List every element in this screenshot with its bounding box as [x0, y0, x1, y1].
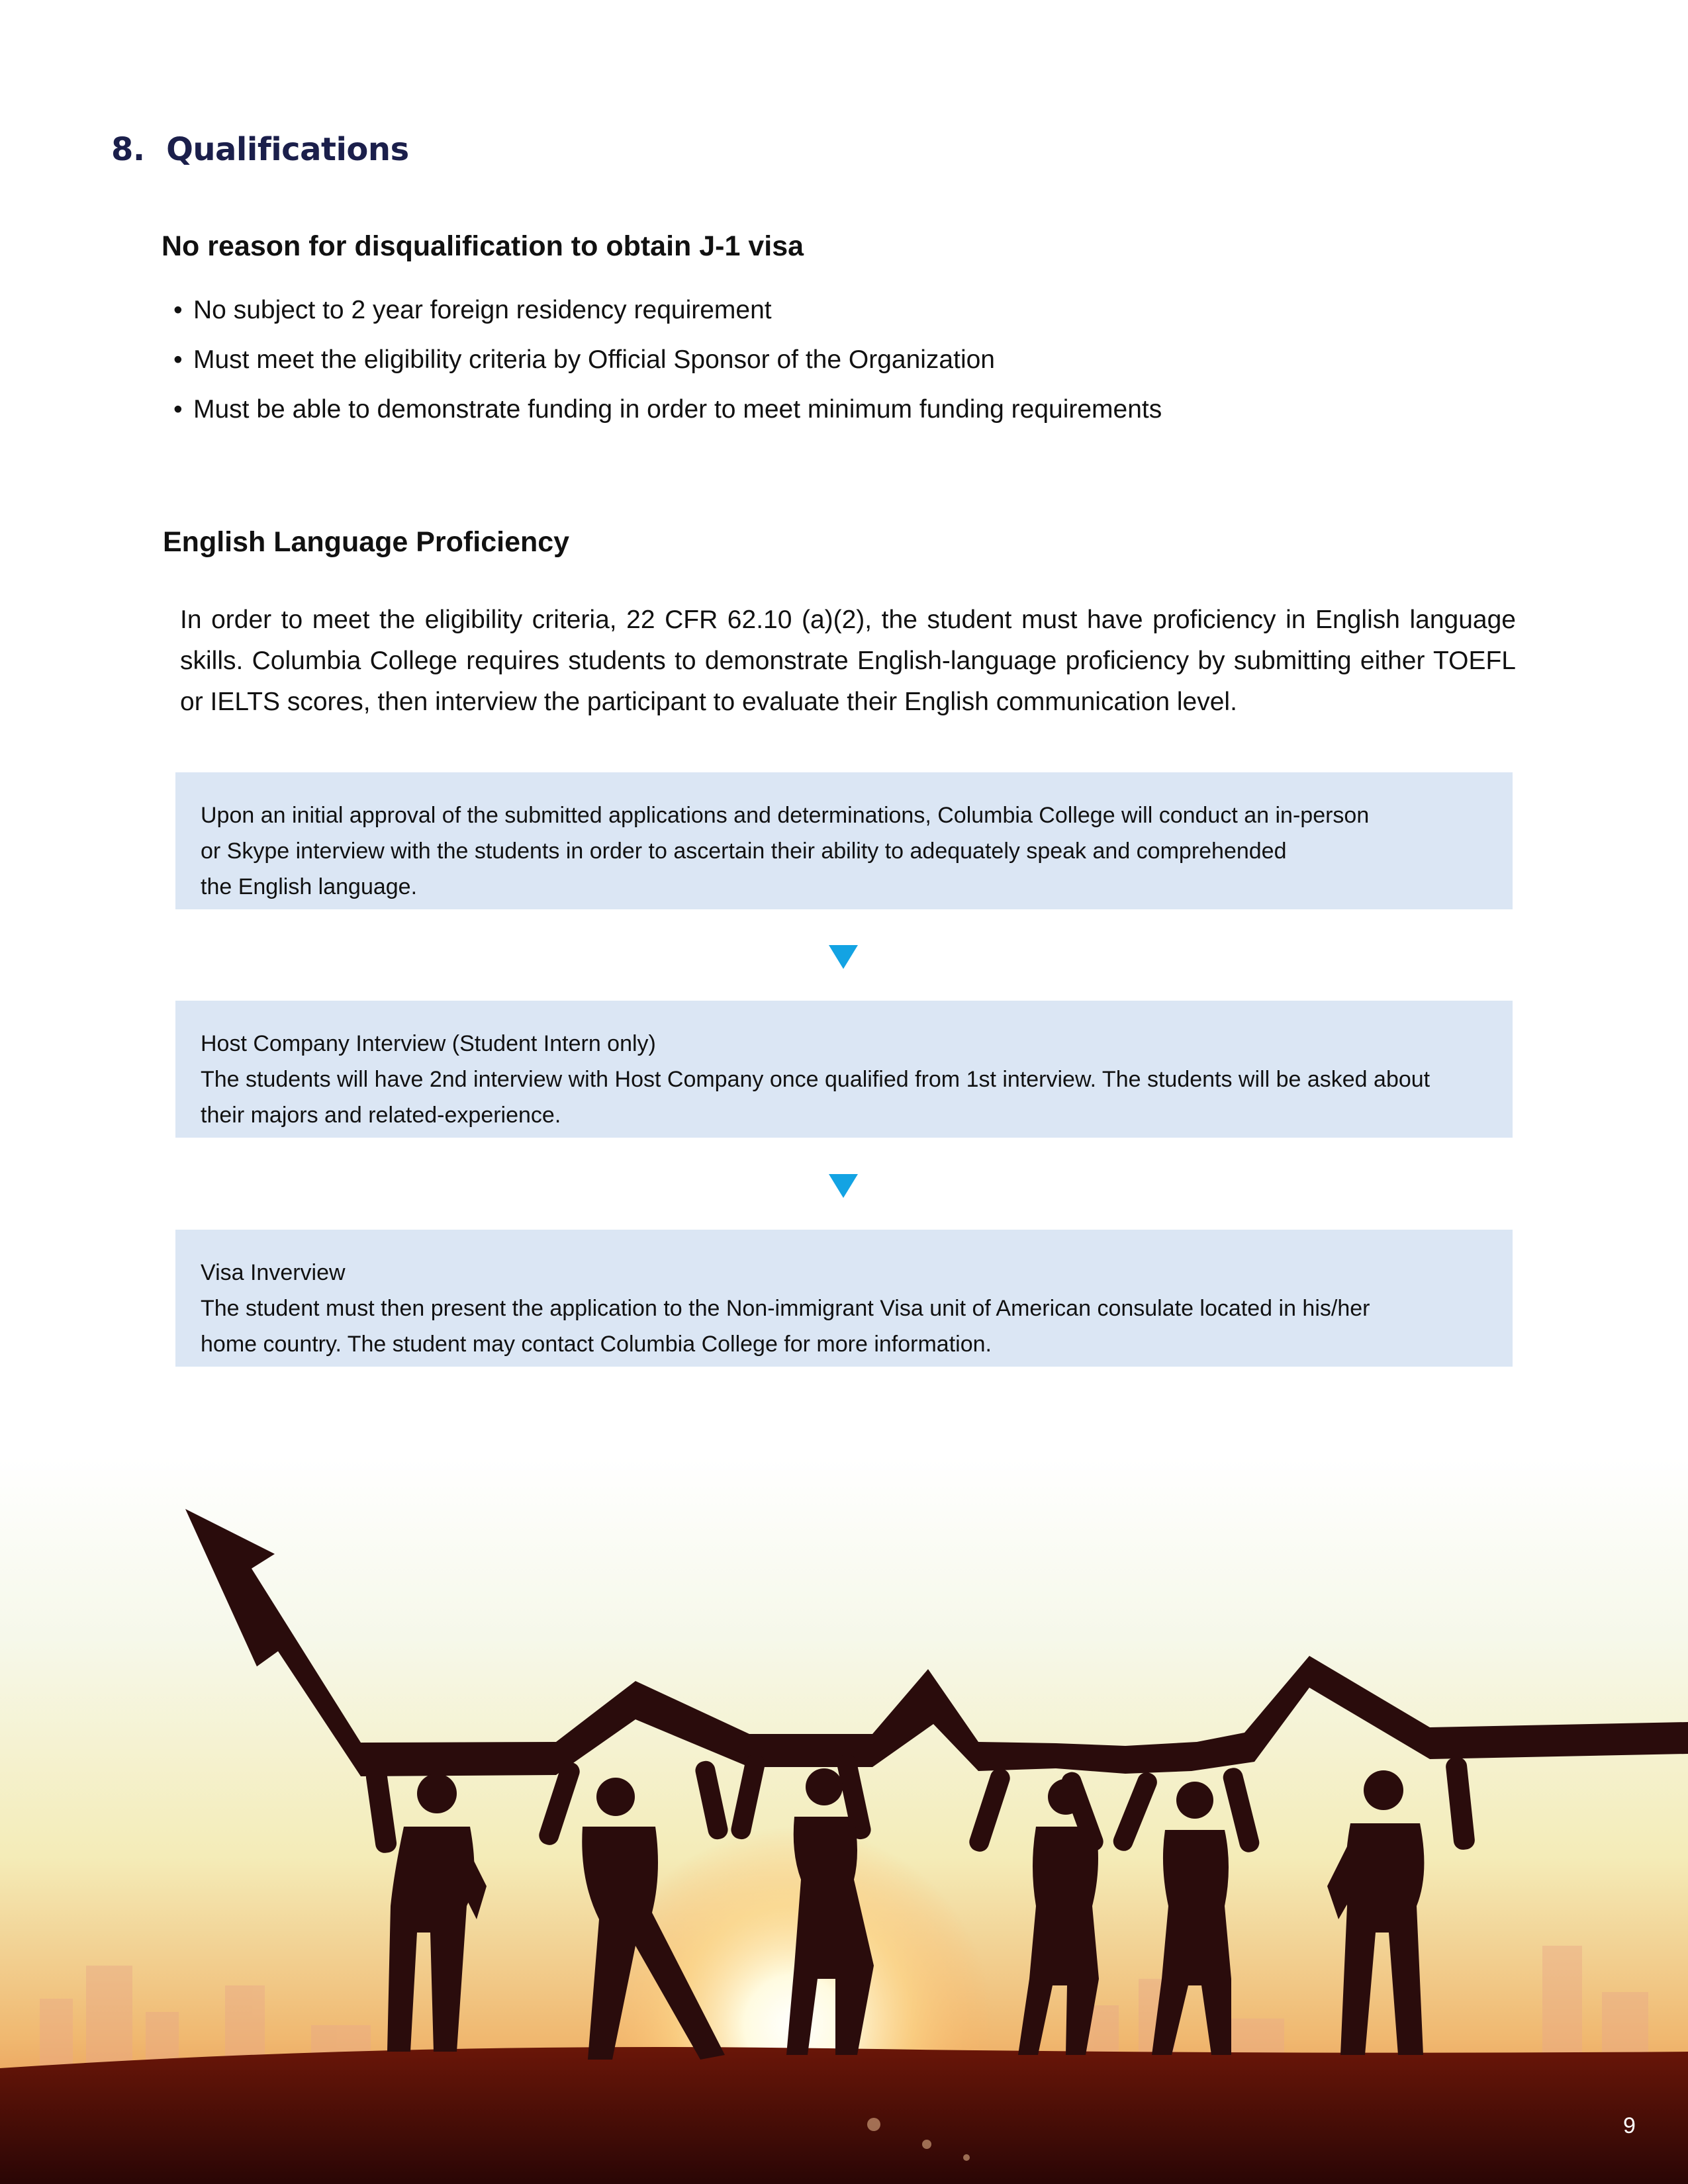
- list-item-text: Must meet the eligibility criteria by Official Sponsor of the Organization: [193, 345, 995, 374]
- bullet-icon: •: [173, 345, 183, 374]
- english-proficiency-heading: English Language Proficiency: [163, 526, 570, 558]
- list-item-text: No subject to 2 year foreign residency requirement: [193, 296, 772, 324]
- section-number: 8.: [111, 131, 145, 168]
- step-line: The student must then present the application to the Non-immigrant Visa unit of American consulate located in his/her: [201, 1296, 1370, 1321]
- step-box-host-company-interview: [175, 1001, 1513, 1138]
- step-line: the English language.: [201, 874, 418, 899]
- step-box-visa-interview: [175, 1230, 1513, 1367]
- disqualification-list: [173, 294, 1162, 443]
- step-line: home country. The student may contact Columbia College for more information.: [201, 1332, 992, 1357]
- list-item-text: Must be able to demonstrate funding in order to meet minimum funding requirements: [193, 395, 1162, 424]
- down-arrow-icon: [829, 1174, 858, 1198]
- bullet-icon: •: [173, 395, 183, 424]
- disqualification-heading: No reason for disqualification to obtain J-1 visa: [162, 230, 804, 262]
- step-line: or Skype interview with the students in order to ascertain their ability to adequately speak and comprehended: [201, 839, 1287, 864]
- section-title: [111, 131, 409, 168]
- step-title: Visa Inverview: [201, 1260, 346, 1285]
- list-item: [173, 393, 1162, 443]
- step-box-initial-interview: [175, 772, 1513, 909]
- section-title-text: Qualifications: [166, 131, 409, 168]
- list-item: [173, 343, 1162, 393]
- down-arrow-icon: [829, 945, 858, 969]
- step-line: The students will have 2nd interview with Host Company once qualified from 1st interview. The students will be asked about: [201, 1067, 1430, 1092]
- bullet-icon: •: [173, 296, 183, 324]
- english-proficiency-paragraph: In order to meet the eligibility criteria, 22 CFR 62.10 (a)(2), the student must have proficiency in English language skills. Columbia College requires students to demonstrate English-language proficiency by submitting either TOEFL or IELTS scores, then interview the participant to evaluate their English communication level.: [180, 606, 1516, 716]
- teamwork-silhouette-illustration: [0, 1456, 1688, 2184]
- list-item: [173, 294, 1162, 343]
- step-line: their majors and related-experience.: [201, 1103, 561, 1128]
- step-line: Upon an initial approval of the submitted applications and determinations, Columbia College will conduct an in-person: [201, 803, 1370, 828]
- step-title: Host Company Interview (Student Intern only): [201, 1031, 656, 1056]
- page-number: 9: [1623, 2113, 1636, 2138]
